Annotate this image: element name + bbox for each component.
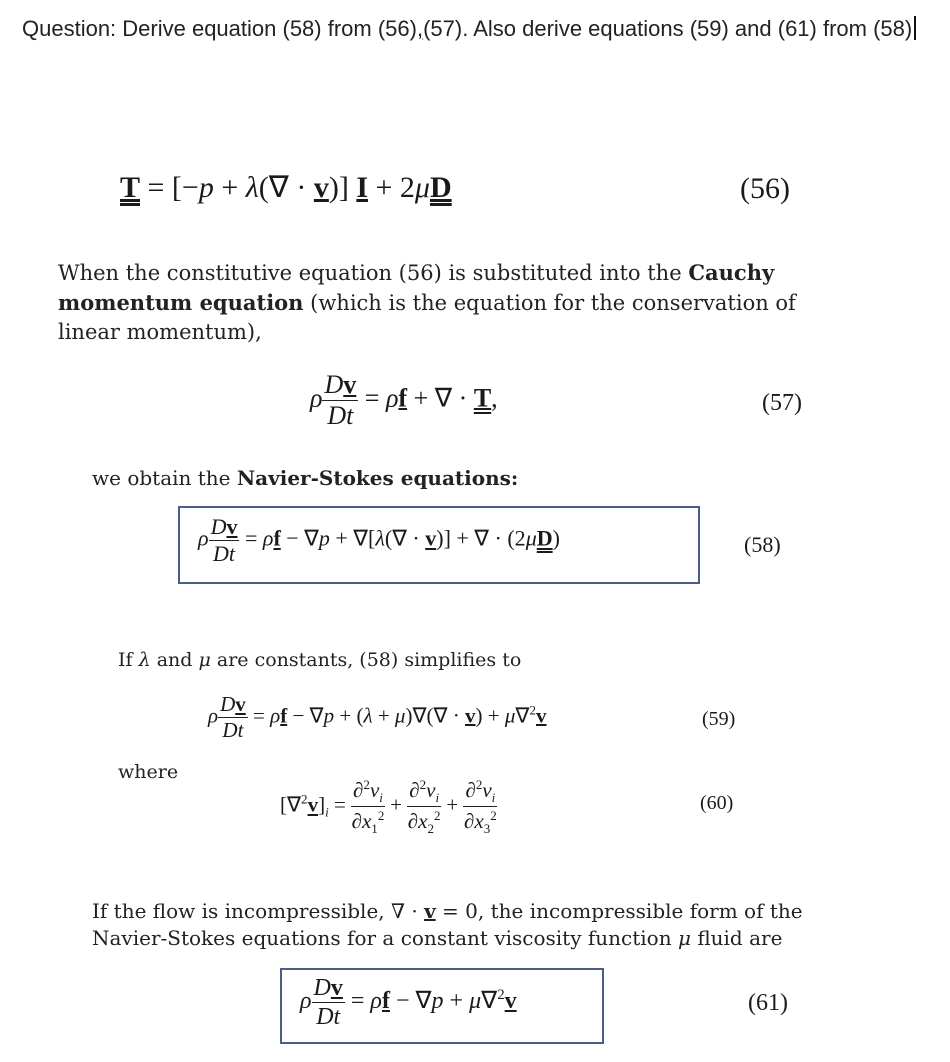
equation-59-number: (59) [702,708,736,730]
question-text[interactable] [22,12,942,45]
paragraph-1-bold: Cauchy momentum equation [58,260,775,315]
paragraph-1-text-a: When the constitutive equation (56) is substituted into the [58,261,682,285]
paragraph-3-and: and [156,649,193,671]
where-label: where [118,761,179,783]
paragraph-4-text-c: fluid are [697,926,783,950]
paragraph-2-text: we obtain the [92,466,231,490]
equation-56-number: (56) [740,172,790,205]
paragraph-constants: If λ and μ are constants, (58) simplifies to [118,649,522,671]
paragraph-constitutive [58,258,828,347]
equation-58-number: (58) [744,532,781,557]
equation-58: ρ $\frac{Dv}{Dt}$ = ρf − ∇p + ∇[λ(∇ · v)] + ∇ · (2μD) [198,514,560,566]
paragraph-navier [92,464,792,493]
paragraph-3-text: are constants, (58) simplifies to [216,649,522,671]
paragraph-2-bold: Navier-Stokes equations: [236,466,519,490]
text-cursor [914,16,916,40]
question-separator: , [416,16,424,41]
paragraph-3-if: If [118,649,133,671]
equation-61-number: (61) [748,990,788,1016]
equation-56: T = [−p + λ(∇ · v)] I + 2μD [120,171,452,204]
equation-57: ρ $\frac{Dv}{Dt}$ = ρf + ∇ · T, [310,370,498,430]
paragraph-incompressible: If the flow is incompressible, ∇ · v = 0, the incompressible form of the Navier-Stokes equations for a constant viscosity function μ fluid are [92,899,803,950]
paragraph-4-text-b: , the incompressible form of the Navier-Stokes equations for a constant viscosity function [92,899,803,950]
equation-60: $[\nabla^2v]_i$ = $\frac{\partial^2v_i}{\partial x_1^2}$ + $\frac{\partial^2v_i}{\partial x_2^2}$ + $\frac{\partial^2v_i}{\partial x_3^2}$ [280,777,497,837]
equation-60-number: (60) [700,792,734,814]
paragraph-1-text-b: (which is the equation for the conservation of linear momentum), [58,291,796,344]
question-part1: Question: Derive equation (58) from (56) [22,16,417,41]
question-part2: (57). Also derive equations (59) and (61) from (58) [423,16,913,41]
equation-61: ρ $\frac{Dv}{Dt}$ = ρf − ∇p + μ∇$^2$v [300,975,517,1030]
equation-57-number: (57) [762,390,802,416]
equation-59: ρ $\frac{Dv}{Dt}$ = ρf − ∇p + (λ + μ)∇(∇ · v) + μ∇$^2$v [208,692,547,742]
paragraph-4-text-a: If the flow is incompressible, [92,899,385,923]
